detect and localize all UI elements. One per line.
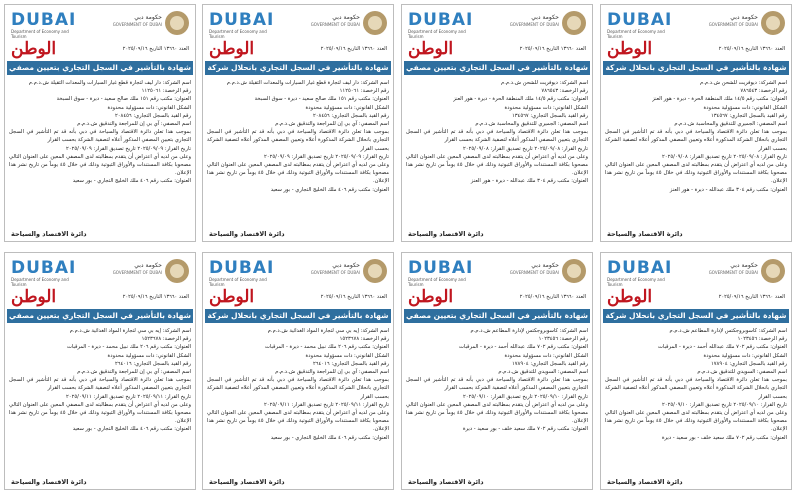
notice-line: تاريخ القرار: ٢٠٢٥/٠٩/٠٩ تاريخ تصديق القرار: ٢٠٢٥/٠٩/٠٩ [264,153,389,160]
notice-footer: دائرة الاقتصاد والسياحة [11,230,87,238]
seal-icon [363,11,387,35]
issue-info: العدد ١٣٦٦٠ التاريخ ٢٠٢٥/٠٩/١٦ [519,294,586,300]
government-name: حكومة دبي [730,262,758,269]
notice-line: الشكل القانوني: ذات مسؤولية محدودة [107,352,191,359]
notice-line: اسم المصفي: آي بي إن للمراجعة والتدقيق ش.ذ.م.م [77,121,191,128]
notice-line: العنوان: مكتب رقم ٣٠٤ ملك عبدالله - ديرة - هور العنز [470,178,588,185]
newspaper-title: الوطن [11,39,57,59]
government-emblem [708,9,785,39]
dubai-logo-subtitle: Department of Economy and Tourism [11,29,69,39]
notice-line: رقم الرخصة: ١١٢٥٠٦١ [141,88,191,95]
notice-line: بموجب هذا تعلن دائرة الاقتصاد والسياحة في دبي بأنه قد تم التأشير في السجل التجاري بانحلال الشركة المذكورة أعلاه وتعيين المصفي المذكور أعلاه لتصفية الشركة بحسب القرار [207,129,389,152]
government-name-en: GOVERNMENT OF DUBAI [112,270,162,275]
notice-line: الشكل القانوني: ذات مسؤولية محدودة [107,104,191,111]
government-name-en: GOVERNMENT OF DUBAI [310,22,360,27]
masthead [402,287,592,307]
dubai-logo-mark: DUBAI [408,10,474,30]
dubai-logo-subtitle: Department of Economy and Tourism [11,277,69,287]
government-emblem [112,257,189,287]
notice-line: تاريخ القرار: ٢٠٢٥/٠٩/١١ تاريخ تصديق القرار: ٢٠٢٥/٠٩/١١ [264,401,389,408]
notice-footer: دائرة الاقتصاد والسياحة [209,478,285,486]
seal-icon [761,11,785,35]
masthead [402,39,592,59]
notice-body [605,79,787,227]
notice-line: اسم الشركة: كاسوبروجكتس لإدارة المطاعم ش.ذ.م.م [470,328,588,334]
notice-line: تاريخ القرار: ٢٠٢٥/٠٩/٠٨ تاريخ تصديق القرار: ٢٠٢٥/٠٩/٠٨ [662,153,787,160]
header-logos [601,9,791,39]
notice-line: الشكل القانوني: ذات مسؤولية محدودة [703,352,787,359]
notice-footer: دائرة الاقتصاد والسياحة [11,478,87,486]
notice-line: وعلى من لديه أي اعتراض أن يتقدم بمطالبته لدى المصفي المعين على العنوان التالي مصحوبا بكافة المستندات والأوراق الثبوتية وذلك في خلال ٤٥ يوماً من تاريخ نشر هذا الإعلان. [207,410,389,433]
issue-info: العدد ١٣٦٦٠ التاريخ ٢٠٢٥/٠٩/١٦ [122,294,189,300]
notice-line: الشكل القانوني: ذات مسؤولية محدودة [504,352,588,359]
notice-line: بموجب هذا تعلن دائرة الاقتصاد والسياحة في دبي بأنه قد تم التأشير في السجل التجاري بانحلال الشركة المذكورة أعلاه وتعيين المصفي المذكور أعلاه لتصفية الشركة بحسب القرار [207,377,389,400]
notice-line: الشكل القانوني: ذات مسؤولية محدودة [703,104,787,111]
notice-line: اسم الشركة: ديوفريت للشحن ش.ذ.م.م [501,80,588,86]
notice-line: العنوان: مكتب رقم ١٥١ ملك صالح سعيد - ديرة - سوق السبخة [56,96,191,103]
issue-info: العدد ١٣٦٦٠ التاريخ ٢٠٢٥/٠٩/١٦ [718,46,785,52]
government-name: حكومة دبي [332,14,360,21]
notice-line: اسم المصفي: السويدي للتدقيق ش.ذ.م.م [697,369,787,376]
issue-info: العدد ١٣٦٦٠ التاريخ ٢٠٢٥/٠٩/١٦ [718,294,785,300]
masthead [5,287,195,307]
notice-line: رقم الرخصة: ١١٢٥٠٦١ [339,88,389,95]
dubai-logo-subtitle: Department of Economy and Tourism [408,29,466,39]
notice-line: تاريخ القرار: ٢٠٢٥/٠٩/١٠ تاريخ تصديق القرار: ٢٠٢٥/٠٩/١٠ [463,393,588,400]
notice-line: اسم الشركة: دار ليف لتجارة قطع غيار السيارات والمعدات الثقيلة ش.ذ.م.م [226,80,389,86]
newspaper-title: الوطن [11,287,57,307]
notice-title-banner: شهادة بالتأشير في السجل التجاري بتعيين مصفي [404,309,590,323]
notice-line: وعلى من لديه أي اعتراض أن يتقدم بمطالبته لدى المصفي المعين على العنوان التالي مصحوبا بكافة المستندات والأوراق الثبوتية وذلك في خلال ٤٥ يوماً من تاريخ نشر هذا الإعلان. [605,162,787,185]
dubai-det-logo [11,258,77,287]
notice-line: بموجب هذا تعلن دائرة الاقتصاد والسياحة في دبي بأنه قد تم التأشير في السجل التجاري بتعيين المصفي المذكور أعلاه لتصفية الشركة بحسب القرار [9,377,191,392]
notice-line: العنوان: مكتب رقم ٤٠٦ ملك الخليج التجاري - بور سعيد [270,186,389,193]
notice-line: اسم المصفي: الجميري للتدقيق والمحاسبة ش.ذ.م.م [475,121,588,128]
notice-line: العنوان: مكتب رقم ٣٠٤ ملك عبدالله - ديرة - هور العنز [669,186,787,193]
notice-line: وعلى من لديه أي اعتراض أن يتقدم بمطالبته لدى المصفي المعين على العنوان التالي مصحوبا بكافة المستندات والأوراق الثبوتية وذلك في خلال ٤٥ يوماً من تاريخ نشر هذا الإعلان. [9,153,191,177]
notice-card [600,4,792,242]
dubai-det-logo [209,258,275,287]
notice-card [600,252,792,490]
newspaper-title: الوطن [607,287,653,307]
government-emblem [310,9,387,39]
notice-body [207,79,389,227]
notice-line: اسم الشركة: إيه بي سي لتجارة المواد الغذائية ش.ذ.م.م [69,328,191,334]
notice-title-banner: شهادة بالتأشير في السجل التجاري بانحلال شركة [205,309,391,323]
seal-icon [761,259,785,283]
notice-card [4,4,196,242]
notice-line: بموجب هذا تعلن دائرة الاقتصاد والسياحة في دبي بأنه قد تم التأشير في السجل التجاري بتعيين المصفي المذكور أعلاه لتصفية الشركة بحسب القرار [406,129,588,144]
masthead [601,287,791,307]
issue-info: العدد ١٣٦٦٠ التاريخ ٢٠٢٥/٠٩/١٦ [122,46,189,52]
issue-info: العدد ١٣٦٦٠ التاريخ ٢٠٢٥/٠٩/١٦ [320,46,387,52]
dubai-logo-mark: DUBAI [11,258,77,278]
notice-line: اسم الشركة: كاسوبروجكتس لإدارة المطاعم ش.ذ.م.م [669,328,787,334]
notice-title-banner: شهادة بالتأشير في السجل التجاري بتعيين مصفي [404,61,590,75]
notice-line: اسم الشركة: دار ليف لتجارة قطع غيار السيارات والمعدات الثقيلة ش.ذ.م.م [28,80,191,86]
notice-line: رقم القيد بالسجل التجاري: ١٧٨٩٠٤ [710,360,787,367]
notice-line: رقم القيد بالسجل التجاري: ١٧٨٩٠٤ [511,360,588,367]
notice-line: تاريخ القرار: ٢٠٢٥/٠٩/٠٨ تاريخ تصديق القرار: ٢٠٢٥/٠٩/٠٨ [463,145,588,152]
header-logos [601,257,791,287]
newspaper-title: الوطن [209,39,255,59]
government-name: حكومة دبي [531,14,559,21]
header-logos [203,9,393,39]
government-emblem [509,257,586,287]
dubai-det-logo [408,10,474,39]
newspaper-title: الوطن [209,287,255,307]
notice-line: اسم المصفي: آي بي إن للمراجعة والتدقيق ش.ذ.م.م [275,121,389,128]
notice-title-banner: شهادة بالتأشير في السجل التجاري بانحلال شركة [603,61,789,75]
government-name-en: GOVERNMENT OF DUBAI [708,22,758,27]
notice-line: العنوان: مكتب رقم ٢٠٦ ملك نبيل محمد - ديرة - المرقبات [264,344,389,351]
seal-icon [363,259,387,283]
dubai-det-logo [11,10,77,39]
notice-footer: دائرة الاقتصاد والسياحة [209,230,285,238]
notice-body [406,327,588,475]
header-logos [402,257,592,287]
government-emblem [310,257,387,287]
notice-title-banner: شهادة بالتأشير في السجل التجاري بتعيين مصفي [7,61,193,75]
notice-title-banner: شهادة بالتأشير في السجل التجاري بانحلال شركة [205,61,391,75]
masthead [203,287,393,307]
notice-line: وعلى من لديه أي اعتراض أن يتقدم بمطالبته لدى المصفي المعين على العنوان التالي مصحوبا بكافة المستندات والأوراق الثبوتية وذلك في خلال ٤٥ يوماً من تاريخ نشر هذا الإعلان. [605,410,787,433]
dubai-logo-mark: DUBAI [209,10,275,30]
dubai-det-logo [209,10,275,39]
dubai-det-logo [408,258,474,287]
notice-line: وعلى من لديه أي اعتراض أن يتقدم بمطالبته لدى المصفي المعين على العنوان التالي مصحوبا بكافة المستندات والأوراق الثبوتية وذلك في خلال ٤٥ يوماً من تاريخ نشر هذا الإعلان. [207,162,389,185]
notice-line: العنوان: مكتب رقم ٧٠٢ ملك سعيد خلف - بور سعيد - ديرة [661,434,787,441]
notice-line: اسم المصفي: آي بي إن للمراجعة والتدقيق ش.ذ.م.م [275,369,389,376]
notice-line: رقم القيد بالسجل التجاري: ١٣٤٥٦٧ [511,112,588,119]
dubai-logo-subtitle: Department of Economy and Tourism [607,277,665,287]
notice-line: الشكل القانوني: ذات مسؤولية محدودة [305,104,389,111]
seal-icon [562,259,586,283]
notice-card [401,252,593,490]
government-emblem [112,9,189,39]
notice-card [401,4,593,242]
notice-line: رقم القيد بالسجل التجاري: ١٣٤٥٦٧ [710,112,787,119]
notice-line: اسم المصفي: السويدي للتدقيق ش.ذ.م.م [498,369,588,376]
notice-line: رقم الرخصة: ١٥٢٣٦٧٨ [339,336,389,343]
notice-footer: دائرة الاقتصاد والسياحة [408,230,484,238]
notice-line: اسم الشركة: ديوفريت للشحن ش.ذ.م.م [700,80,787,86]
dubai-logo-subtitle: Department of Economy and Tourism [408,277,466,287]
government-name-en: GOVERNMENT OF DUBAI [112,22,162,27]
government-name-en: GOVERNMENT OF DUBAI [310,270,360,275]
dubai-logo-mark: DUBAI [11,10,77,30]
notice-line: رقم الرخصة: ٧٨٦٥٤٣ [740,88,787,95]
notice-card [202,4,394,242]
notice-line: بموجب هذا تعلن دائرة الاقتصاد والسياحة في دبي بأنه قد تم التأشير في السجل التجاري بانحلال الشركة المذكورة أعلاه وتعيين المصفي المذكور أعلاه لتصفية الشركة بحسب القرار [605,129,787,152]
header-logos [402,9,592,39]
dubai-logo-subtitle: Department of Economy and Tourism [209,277,267,287]
dubai-logo-mark: DUBAI [607,258,673,278]
seal-icon [562,11,586,35]
government-name: حكومة دبي [332,262,360,269]
dubai-logo-mark: DUBAI [408,258,474,278]
government-name-en: GOVERNMENT OF DUBAI [509,270,559,275]
notice-body [406,79,588,227]
notice-line: تاريخ القرار: ٢٠٢٥/٠٩/٠٩ تاريخ تصديق القرار: ٢٠٢٥/٠٩/٠٩ [66,145,191,152]
dubai-det-logo [607,10,673,39]
dubai-det-logo [607,258,673,287]
notice-line: العنوان: مكتب رقم ٤٠٦ ملك الخليج التجاري - بور سعيد [270,434,389,441]
issue-info: العدد ١٣٦٦٠ التاريخ ٢٠٢٥/٠٩/١٦ [519,46,586,52]
header-logos [203,257,393,287]
government-name: حكومة دبي [531,262,559,269]
notice-line: العنوان: مكتب رقم ٤٠٦ ملك الخليج التجاري - بور سعيد [72,178,191,185]
issue-info: العدد ١٣٦٦٠ التاريخ ٢٠٢٥/٠٩/١٦ [320,294,387,300]
notice-line: العنوان: مكتب رقم ١٤/٥ ملك المنطقة الحرة - ديرة - هور العنز [652,96,787,103]
notice-line: رقم الرخصة: ٧٨٦٥٤٣ [541,88,588,95]
notice-line: الشكل القانوني: ذات مسؤولية محدودة [305,352,389,359]
notice-footer: دائرة الاقتصاد والسياحة [408,478,484,486]
notice-body [9,327,191,475]
notice-line: رقم القيد بالسجل التجاري: ٢٠٨٤٥٦ [312,112,389,119]
notice-card [202,252,394,490]
seal-icon [165,11,189,35]
header-logos [5,257,195,287]
notice-title-banner: شهادة بالتأشير في السجل التجاري بانحلال شركة [603,309,789,323]
notice-line: العنوان: مكتب رقم ٢٠٦ ملك نبيل محمد - ديرة - المرقبات [66,344,191,351]
dubai-logo-subtitle: Department of Economy and Tourism [607,29,665,39]
dubai-logo-mark: DUBAI [607,10,673,30]
notice-line: العنوان: مكتب رقم ١٥١ ملك صالح سعيد - ديرة - سوق السبخة [254,96,389,103]
seal-icon [165,259,189,283]
notice-line: العنوان: مكتب رقم ٤٠٦ ملك الخليج التجاري - بور سعيد [72,426,191,433]
notice-line: اسم الشركة: إيه بي سي لتجارة المواد الغذائية ش.ذ.م.م [267,328,389,334]
notice-line: تاريخ القرار: ٢٠٢٥/٠٩/١٠ تاريخ تصديق القرار: ٢٠٢٥/٠٩/١٠ [662,401,787,408]
government-name-en: GOVERNMENT OF DUBAI [509,22,559,27]
dubai-logo-mark: DUBAI [209,258,275,278]
notice-line: العنوان: مكتب رقم ٧٠٢ ملك عبدالله أحمد - ديرة - المرقبات [658,344,787,351]
government-name: حكومة دبي [730,14,758,21]
notice-line: تاريخ القرار: ٢٠٢٥/٠٩/١١ تاريخ تصديق القرار: ٢٠٢٥/٠٩/١١ [66,393,191,400]
notice-line: بموجب هذا تعلن دائرة الاقتصاد والسياحة في دبي بأنه قد تم التأشير في السجل التجاري بتعيين المصفي المذكور أعلاه لتصفية الشركة بحسب القرار [9,129,191,144]
notice-line: اسم المصفي: الجميري للتدقيق والمحاسبة ش.ذ.م.م [674,121,787,128]
notice-line: وعلى من لديه أي اعتراض أن يتقدم بمطالبته لدى المصفي المعين على العنوان التالي مصحوبا بكافة المستندات والأوراق الثبوتية وذلك في خلال ٤٥ يوماً من تاريخ نشر هذا الإعلان. [406,401,588,425]
notice-line: رقم الرخصة: ١٠٢٣٤٥٦ [737,336,787,343]
government-emblem [708,257,785,287]
notice-footer: دائرة الاقتصاد والسياحة [607,478,683,486]
government-name: حكومة دبي [134,14,162,21]
notice-line: وعلى من لديه أي اعتراض أن يتقدم بمطالبته لدى المصفي المعين على العنوان التالي مصحوبا بكافة المستندات والأوراق الثبوتية وذلك في خلال ٤٥ يوماً من تاريخ نشر هذا الإعلان. [406,153,588,177]
notice-line: بموجب هذا تعلن دائرة الاقتصاد والسياحة في دبي بأنه قد تم التأشير في السجل التجاري بانحلال الشركة المذكورة أعلاه وتعيين المصفي المذكور أعلاه لتصفية الشركة بحسب القرار [605,377,787,400]
newspaper-title: الوطن [607,39,653,59]
notice-line: العنوان: مكتب رقم ٧٠٢ ملك سعيد خلف - بور سعيد - ديرة [462,426,588,433]
notice-card [4,252,196,490]
header-logos [5,9,195,39]
notice-body [605,327,787,475]
notice-title-banner: شهادة بالتأشير في السجل التجاري بتعيين مصفي [7,309,193,323]
notice-line: العنوان: مكتب رقم ٧٠٢ ملك عبدالله أحمد - ديرة - المرقبات [459,344,588,351]
masthead [5,39,195,59]
notice-line: العنوان: مكتب رقم ١٤/٥ ملك المنطقة الحرة - ديرة - هور العنز [453,96,588,103]
notice-line: رقم القيد بالسجل التجاري: ٢٦٤٠١٦ [312,360,389,367]
notice-line: اسم المصفي: آي بي إن للمراجعة والتدقيق ش.ذ.م.م [77,369,191,376]
masthead [203,39,393,59]
notice-line: رقم الرخصة: ١٠٢٣٤٥٦ [538,336,588,343]
notice-line: بموجب هذا تعلن دائرة الاقتصاد والسياحة في دبي بأنه قد تم التأشير في السجل التجاري بتعيين المصفي المذكور أعلاه لتصفية الشركة بحسب القرار [406,377,588,392]
notice-body [9,79,191,227]
dubai-logo-subtitle: Department of Economy and Tourism [209,29,267,39]
notice-line: رقم القيد بالسجل التجاري: ٢٠٨٤٥٦ [114,112,191,119]
notice-line: رقم الرخصة: ١٥٢٣٦٧٨ [141,336,191,343]
government-name: حكومة دبي [134,262,162,269]
government-emblem [509,9,586,39]
notice-body [207,327,389,475]
newspaper-title: الوطن [408,287,454,307]
government-name-en: GOVERNMENT OF DUBAI [708,270,758,275]
notice-footer: دائرة الاقتصاد والسياحة [607,230,683,238]
masthead [601,39,791,59]
notice-line: وعلى من لديه أي اعتراض أن يتقدم بمطالبته لدى المصفي المعين على العنوان التالي مصحوبا بكافة المستندات والأوراق الثبوتية وذلك في خلال ٤٥ يوماً من تاريخ نشر هذا الإعلان. [9,401,191,425]
notice-line: رقم القيد بالسجل التجاري: ٢٦٤٠١٦ [114,360,191,367]
notice-line: الشكل القانوني: ذات مسؤولية محدودة [504,104,588,111]
newspaper-title: الوطن [408,39,454,59]
